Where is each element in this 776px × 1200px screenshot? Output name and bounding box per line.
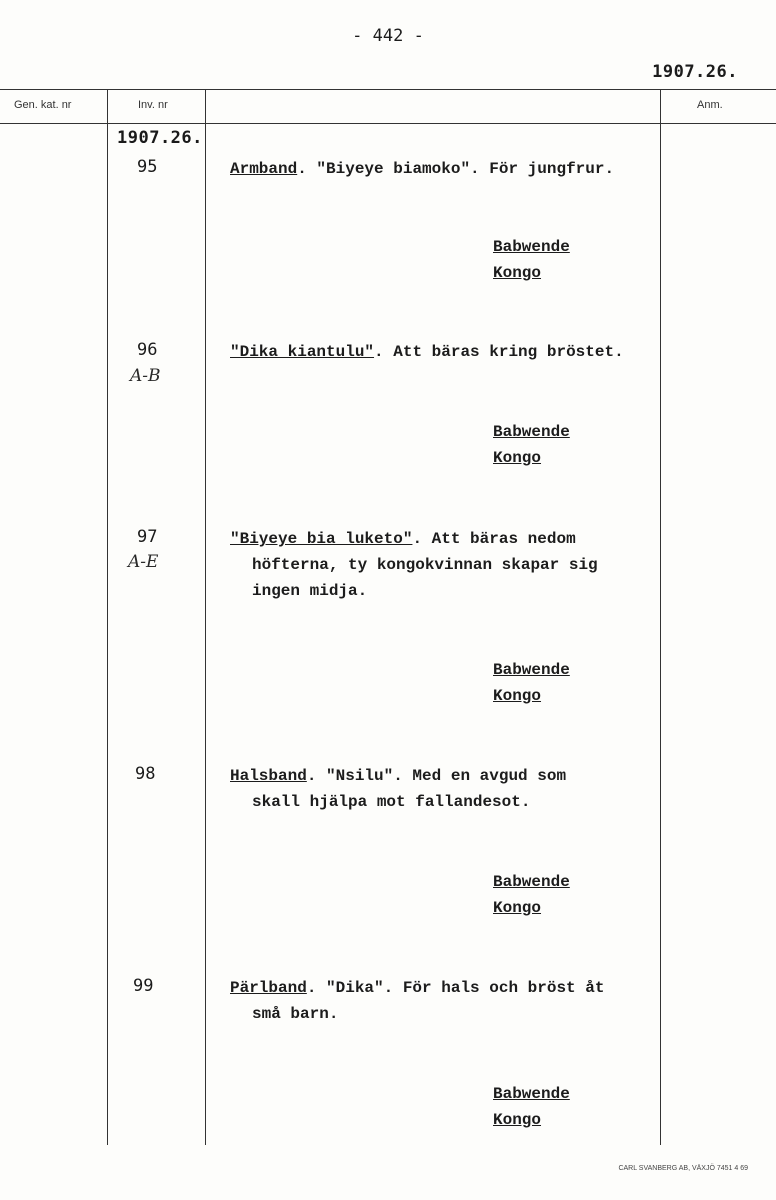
entry-title: "Biyeye bia luketo" [230, 530, 413, 548]
entry-text-line: ingen midja. [252, 582, 368, 600]
entry-text: . "Nsilu". Med en avgud som [306, 767, 567, 785]
entry-origin [493, 234, 570, 286]
header-anm: Anm. [697, 99, 723, 111]
printer-imprint: CARL SVANBERG AB, VÄXJÖ 7451 4 69 [618, 1165, 748, 1172]
entry-description [230, 156, 660, 182]
origin-tribe: Babwende [493, 873, 570, 891]
entry-title: Halsband [230, 767, 307, 785]
catalogue-reference: 1907.26. [652, 62, 738, 82]
entry-title: Armband [230, 160, 298, 178]
inventory-number: 99 [133, 976, 154, 996]
origin-tribe: Babwende [493, 423, 570, 441]
inventory-series: 1907.26. [117, 128, 203, 148]
header-gen-kat-nr: Gen. kat. nr [14, 99, 72, 111]
entry-text: . "Biyeye biamoko". För jungfrur. [297, 160, 615, 178]
origin-region: Kongo [493, 899, 542, 917]
handwritten-annotation: A-E [128, 552, 159, 572]
entry-origin [493, 657, 570, 709]
entry-text-line: skall hjälpa mot fallandesot. [252, 793, 531, 811]
origin-region: Kongo [493, 264, 542, 282]
entry-text-line: små barn. [252, 1005, 339, 1023]
entry-description [230, 975, 660, 1027]
origin-region: Kongo [493, 449, 542, 467]
column-divider-middle [205, 89, 206, 1145]
column-divider-right [660, 89, 661, 1145]
entry-origin [493, 419, 570, 471]
handwritten-annotation: A-B [130, 366, 161, 386]
inventory-number: 96 [137, 340, 158, 360]
entry-origin [493, 1081, 570, 1133]
entry-description [230, 763, 660, 815]
page-number: - 442 - [352, 26, 424, 46]
column-divider-left [107, 89, 108, 1145]
entry-title: Pärlband [230, 979, 307, 997]
entry-description [230, 526, 660, 604]
entry-text: . Att bäras kring bröstet. [374, 343, 624, 361]
entry-text: . "Dika". För hals och bröst åt [306, 979, 605, 997]
inventory-number: 98 [135, 764, 156, 784]
entry-title: "Dika kiantulu" [230, 343, 375, 361]
entry-text-line: höfterna, ty kongokvinnan skapar sig [252, 556, 598, 574]
entry-text: . Att bäras nedom [412, 530, 576, 548]
origin-tribe: Babwende [493, 1085, 570, 1103]
header-inv-nr: Inv. nr [138, 99, 168, 111]
entry-origin [493, 869, 570, 921]
inventory-number: 95 [137, 157, 158, 177]
origin-tribe: Babwende [493, 661, 570, 679]
origin-region: Kongo [493, 687, 542, 705]
entry-description [230, 339, 660, 365]
origin-tribe: Babwende [493, 238, 570, 256]
inventory-number: 97 [137, 527, 158, 547]
origin-region: Kongo [493, 1111, 542, 1129]
